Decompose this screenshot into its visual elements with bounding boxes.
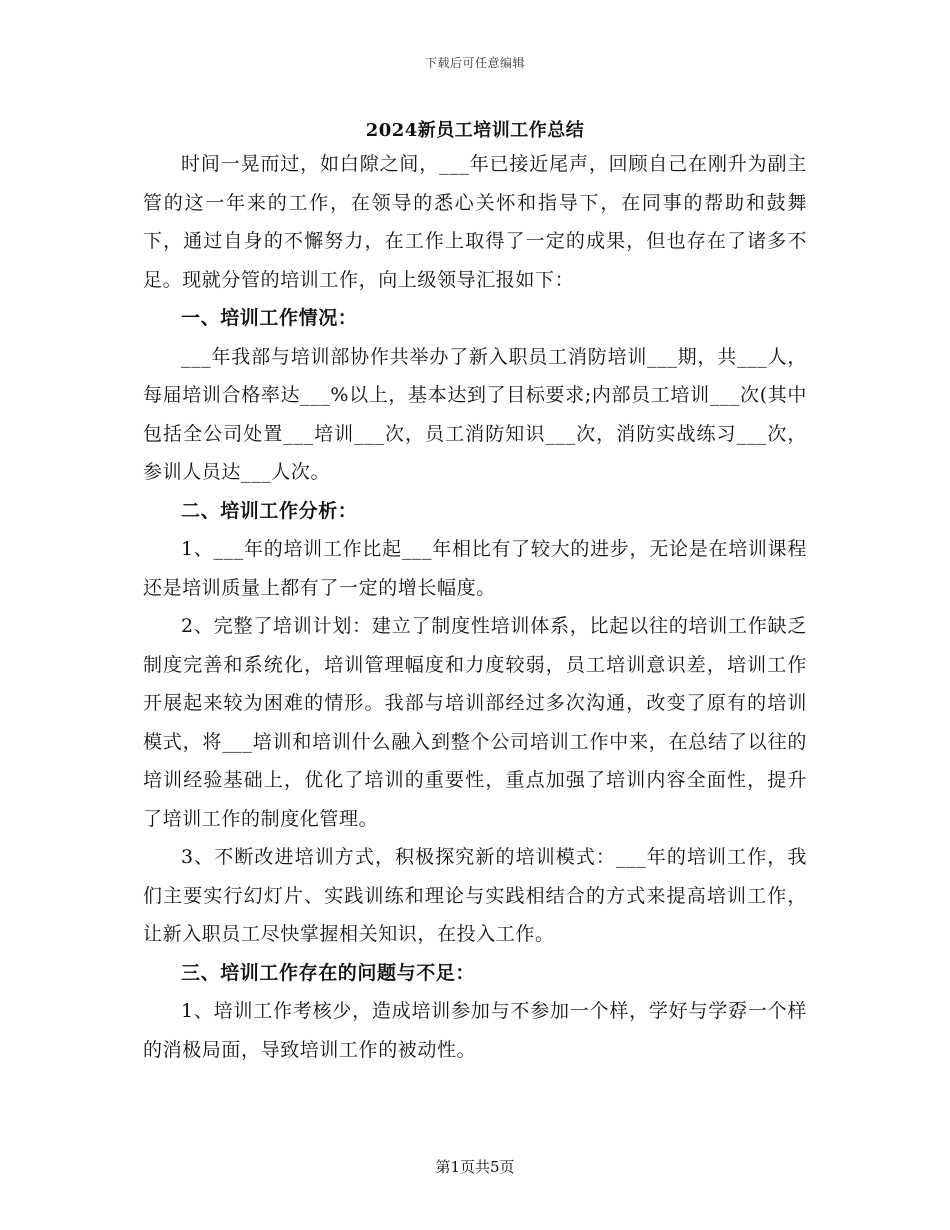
page-header-note: 下载后可任意编辑 [424, 56, 525, 70]
section-3-heading: 三、培训工作存在的问题与不足： [181, 961, 476, 984]
section-1-paragraph-1: ___年我部与培训部协作共举办了新入职员工消防培训___期，共___人，每届培训合格率达___%以上，基本达到了目标要求;内部员工培训___次(其中包括全公司处置___培训___次，员工消防知识___次，消防实战练习___次，参训人员达___人次。 [143, 345, 807, 483]
section-3-paragraph-1: 1、培训工作考核少，造成培训参加与不参加一个样，学好与学孬一个样的消极局面，导致培训工作的被动性。 [143, 1000, 807, 1061]
document-title: 2024新员工培训工作总结 [365, 120, 585, 141]
section-2-paragraph-2: 2、完整了培训计划：建立了制度性培训体系，比起以往的培训工作缺乏制度完善和系统化，培训管理幅度和力度较弱，员工培训意识差，培训工作开展起来较为困难的情形。我部与培训部经过多次沟通，改变了原有的培训模式，将___培训和培训什么融入到整个公司培训工作中来，在总结了以往的培训经验基础上，优化了培训的重要性，重点加强了培训内容全面性，提升了培训工作的制度化管理。 [143, 615, 807, 830]
section-2-heading: 二、培训工作分析： [181, 499, 358, 522]
page-number: 第1页共5页 [435, 1158, 515, 1176]
section-2-paragraph-3: 3、不断改进培训方式，积极探究新的培训模式：___年的培训工作，我们主要实行幻灯片、实践训练和理论与实践相结合的方式来提高培训工作，让新入职员工尽快掌握相关知识，在投入工作。 [143, 846, 807, 945]
section-2-paragraph-1: 1、___年的培训工作比起___年相比有了较大的进步，无论是在培训课程还是培训质量上都有了一定的增长幅度。 [143, 538, 807, 599]
document-body [143, 145, 807, 1069]
intro-paragraph: 时间一晃而过，如白隙之间，___年已接近尾声，回顾自己在刚升为副主管的这一年来的工作，在领导的悉心关怀和指导下，在同事的帮助和鼓舞下，通过自身的不懈努力，在工作上取得了一定的成果，但也存在了诸多不足。现就分管的培训工作，向上级领导汇报如下： [143, 153, 807, 291]
section-1-heading: 一、培训工作情况： [181, 307, 358, 329]
